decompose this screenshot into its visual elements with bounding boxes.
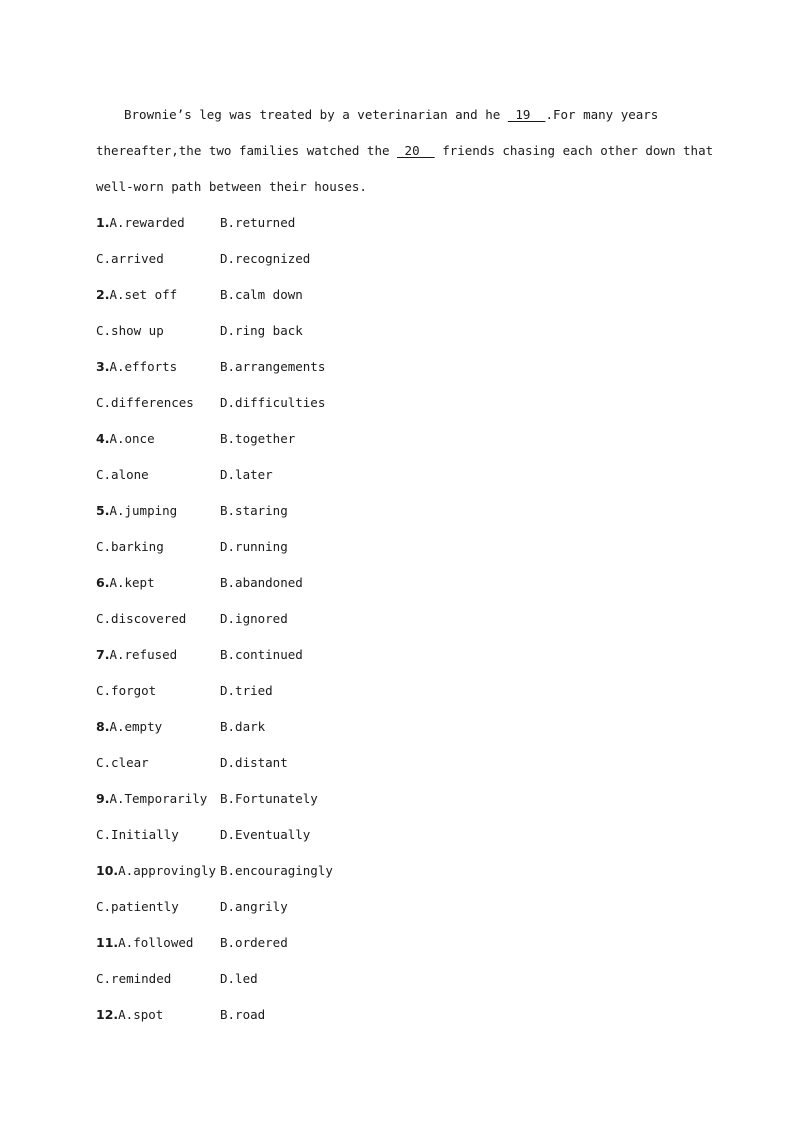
option-a: A.followed [118,935,194,950]
question-row-ab [96,1007,266,1023]
option-a: A.Temporarily [109,791,208,806]
option-d: D.ring back [220,323,303,338]
option-d: D.later [220,467,273,482]
option-a: A.approvingly [118,863,216,878]
question-row-cd [96,611,288,627]
option-b: B.road [220,1007,266,1022]
option-d: D.ignored [220,611,288,626]
option-a: A.kept [109,575,155,590]
passage-text: thereafter,the two families watched the [96,143,398,158]
question-number: 4. [96,431,110,446]
option-b: B.returned [220,215,296,230]
question-number: 11. [96,935,119,950]
question-row-ab [96,503,288,519]
question-row-cd [96,467,273,483]
question-number: 6. [96,575,110,590]
passage-line-2 [96,143,713,159]
question-row-ab [96,575,303,591]
question-number: 8. [96,719,110,734]
option-a: A.once [109,431,155,446]
question-row-ab [96,719,266,735]
question-row-ab [96,359,326,375]
option-c: C.discovered [96,611,187,626]
option-c: C.clear [96,755,149,770]
question-row-cd [96,827,311,843]
option-c: C.show up [96,323,164,338]
option-c: C.differences [96,395,194,410]
question-number: 9. [96,791,110,806]
option-d: D.angrily [220,899,288,914]
passage-text: .For many years [545,107,659,122]
question-row-cd [96,251,311,267]
blank-19: 19 [507,107,546,122]
question-row-ab [96,431,296,447]
question-row-cd [96,899,288,915]
option-d: D.Eventually [220,827,311,842]
passage-line-1 [124,107,658,123]
option-d: D.recognized [220,251,311,266]
question-number: 2. [96,287,110,302]
question-number: 3. [96,359,110,374]
question-row-cd [96,683,273,699]
option-d: D.distant [220,755,288,770]
option-c: C.alone [96,467,149,482]
question-row-cd [96,395,326,411]
option-b: B.arrangements [220,359,326,374]
passage-line-3: well-worn path between their houses. [96,179,367,194]
option-b: B.continued [220,647,303,662]
option-a: A.refused [109,647,178,662]
passage-text: friends chasing each other down that [434,143,714,158]
question-row-ab [96,791,318,807]
option-b: B.ordered [220,935,288,950]
option-b: B.abandoned [220,575,303,590]
question-number: 12. [96,1007,119,1022]
option-a: A.efforts [109,359,178,374]
question-row-ab [96,863,333,879]
option-b: B.dark [220,719,266,734]
option-d: D.running [220,539,288,554]
option-c: C.arrived [96,251,164,266]
option-d: D.led [220,971,258,986]
passage-text: Brownie’s leg was treated by a veterinarian and he [124,107,508,122]
option-c: C.Initially [96,827,179,842]
question-number: 7. [96,647,110,662]
question-row-ab [96,215,296,231]
option-d: D.difficulties [220,395,326,410]
option-a: A.rewarded [109,215,185,230]
question-row-cd [96,755,288,771]
question-row-ab [96,287,303,303]
option-b: B.Fortunately [220,791,318,806]
question-number: 10. [96,863,119,878]
question-row-cd [96,323,303,339]
option-d: D.tried [220,683,273,698]
option-c: C.barking [96,539,164,554]
question-row-ab [96,935,288,951]
option-a: A.spot [118,1007,164,1022]
question-row-ab [96,647,303,663]
question-number: 5. [96,503,110,518]
option-a: A.empty [109,719,163,734]
option-a: A.set off [109,287,178,302]
option-b: B.encouragingly [220,863,333,878]
option-b: B.together [220,431,296,446]
option-c: C.forgot [96,683,157,698]
option-a: A.jumping [109,503,178,518]
question-row-cd [96,971,258,987]
option-b: B.calm down [220,287,303,302]
question-row-cd [96,539,288,555]
option-c: C.reminded [96,971,172,986]
option-c: C.patiently [96,899,179,914]
option-b: B.staring [220,503,288,518]
question-number: 1. [96,215,110,230]
blank-20: 20 [397,143,435,158]
